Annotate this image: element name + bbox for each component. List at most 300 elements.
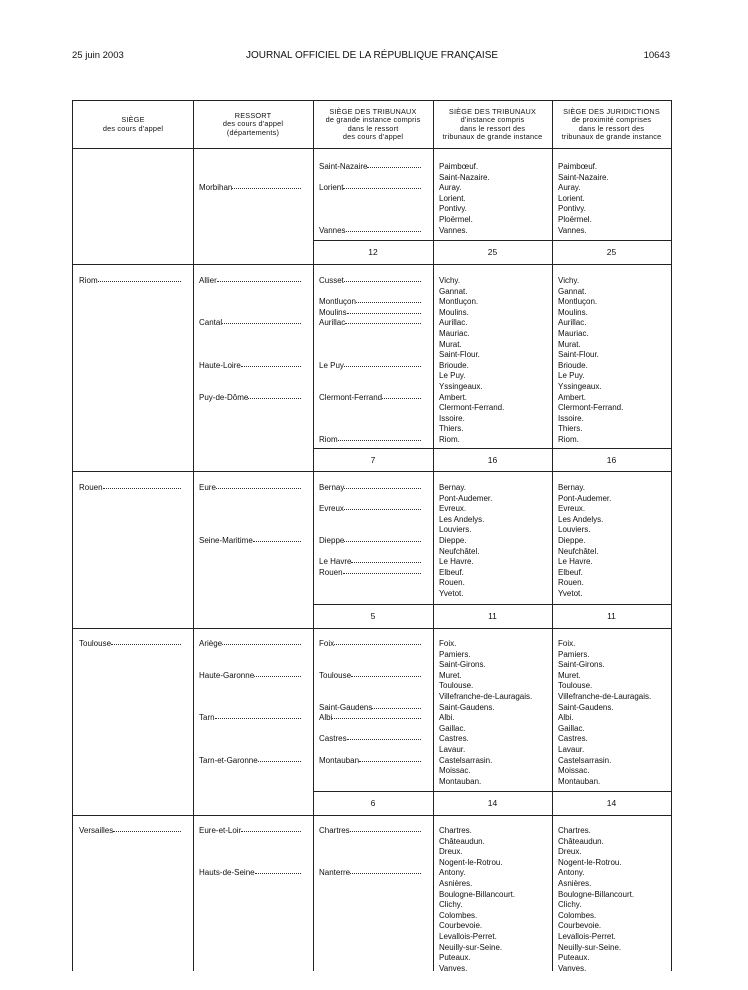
dot-leader <box>338 440 421 441</box>
total-count: 16 <box>487 455 498 465</box>
cour-appel-name <box>79 639 181 650</box>
list-item: Lavaur. <box>558 744 585 754</box>
tgi-name: Aurillac <box>319 318 346 328</box>
column-header-line: de grande instance compris <box>325 115 421 125</box>
list-item: Puteaux. <box>558 953 590 963</box>
tgi-entry <box>319 671 421 682</box>
list-item: Montluçon. <box>558 297 598 307</box>
tgi-entry <box>319 162 421 173</box>
list-item: Lorient. <box>558 193 585 203</box>
list-item: Yvetot. <box>439 588 464 598</box>
tgi-entry <box>319 713 421 724</box>
list-item: Saint-Flour. <box>558 350 599 360</box>
courts-table <box>72 100 672 971</box>
block-rule <box>73 628 671 629</box>
total-count: 16 <box>606 455 617 465</box>
list-item: Dreux. <box>439 847 463 857</box>
tgi-entry <box>319 734 421 745</box>
tgi-entry <box>319 536 421 547</box>
departement-name: Hauts-de-Seine <box>199 868 255 878</box>
cour-appel-name <box>79 826 181 837</box>
list-item: Chartres. <box>439 826 472 835</box>
tgi-name: Albi <box>319 713 333 723</box>
list-item: Saint-Gaudens. <box>439 702 495 712</box>
list-item: Muret. <box>439 670 462 680</box>
juridiction-proximite-list <box>558 276 623 446</box>
list-item: Levallois-Perret. <box>558 931 616 941</box>
juridiction-proximite-list <box>558 162 609 236</box>
total-count: 7 <box>370 455 376 465</box>
tgi-entry <box>319 568 421 579</box>
totals-rule <box>313 448 671 449</box>
column-divider <box>193 101 194 971</box>
dot-leader <box>253 541 301 542</box>
cour-appel-name <box>79 483 181 494</box>
list-item: Le Puy. <box>439 371 466 381</box>
list-item: Brioude. <box>439 360 469 370</box>
column-header-line: SIÈGE DES JURIDICTIONS <box>563 106 660 116</box>
list-item: Clichy. <box>558 900 582 910</box>
list-item: Moulins. <box>558 307 588 317</box>
dot-leader <box>222 323 301 324</box>
tgi-name: Saint-Nazaire <box>319 162 368 171</box>
page-header <box>72 50 672 64</box>
list-item: Thiers. <box>439 424 464 434</box>
list-item: Pamiers. <box>558 649 590 659</box>
list-item: Saint-Girons. <box>558 660 605 670</box>
list-item: Clermont-Ferrand. <box>439 403 505 413</box>
departement-entry <box>199 393 301 404</box>
tgi-entry <box>319 557 421 568</box>
cour-label: Toulouse <box>79 639 112 648</box>
dot-leader <box>347 739 421 740</box>
list-item: Paimbœuf. <box>439 162 479 171</box>
tgi-name: Bernay <box>319 483 345 492</box>
dot-leader <box>332 718 421 719</box>
list-item: Saint-Flour. <box>439 350 480 360</box>
list-item: Châteaudun. <box>558 836 604 846</box>
departement-name: Cantal <box>199 318 223 328</box>
dot-leader <box>351 676 421 677</box>
tgi-name: Cusset <box>319 276 344 285</box>
column-header-line: SIÈGE DES TRIBUNAUX <box>448 106 537 116</box>
list-item: Murat. <box>558 339 581 349</box>
list-item: Aurillac. <box>439 318 468 328</box>
departement-name: Morbihan <box>199 183 233 193</box>
dot-leader <box>98 281 181 282</box>
departement-name: Ariège <box>199 639 223 648</box>
list-item: Louviers. <box>558 525 591 535</box>
column-header <box>313 101 433 148</box>
list-item: Brioude. <box>558 360 588 370</box>
dot-leader <box>347 313 421 314</box>
cour-label: Versailles <box>79 826 114 835</box>
total-count: 12 <box>368 247 378 257</box>
list-item: Saint-Girons. <box>439 660 486 670</box>
departement-entry <box>199 868 301 879</box>
list-item: Les Andelys. <box>439 514 485 524</box>
column-header-line: de proximité comprises <box>571 115 652 125</box>
list-item: Aurillac. <box>558 318 587 328</box>
departement-entry <box>199 318 301 329</box>
list-item: Dieppe. <box>558 535 586 545</box>
total-count: 14 <box>487 798 498 808</box>
dot-leader <box>232 188 301 189</box>
dot-leader <box>222 644 301 645</box>
list-item: Castres. <box>439 734 469 744</box>
list-item: Chartres. <box>558 826 591 835</box>
cour-label: Rouen <box>79 483 103 492</box>
list-item: Mauriac. <box>558 328 589 338</box>
list-item: Dieppe. <box>439 535 467 545</box>
cour-appel-name <box>79 276 181 287</box>
list-item: Lavaur. <box>439 744 466 754</box>
dot-leader <box>345 323 421 324</box>
tgi-name: Clermont-Ferrand <box>319 392 383 402</box>
list-item: Paimbœuf. <box>558 162 598 171</box>
dot-leader <box>241 366 301 367</box>
list-item: Neufchâtel. <box>439 546 480 556</box>
column-header <box>433 101 552 148</box>
dot-leader <box>344 541 421 542</box>
tgi-name: Lorient <box>319 183 344 193</box>
header-date: 25 juin 2003 <box>72 50 124 61</box>
list-item: Neuilly-sur-Seine. <box>558 942 622 952</box>
list-item: Louviers. <box>439 525 472 535</box>
dot-leader <box>346 231 421 232</box>
list-item: Saint-Gaudens. <box>558 702 614 712</box>
list-item: Lorient. <box>439 193 466 203</box>
tgi-name: Nanterre <box>319 868 351 878</box>
tgi-entry <box>319 868 421 879</box>
list-item: Ambert. <box>558 392 587 402</box>
list-item: Gaillac. <box>558 723 585 733</box>
column-header-line: des cours d'appel <box>102 123 164 133</box>
dot-leader <box>343 573 421 574</box>
list-item: Elbeuf. <box>558 567 583 577</box>
list-item: Nogent-le-Rotrou. <box>439 857 503 867</box>
list-item: Puteaux. <box>439 953 471 963</box>
list-item: Thiers. <box>558 424 583 434</box>
header-title: JOURNAL OFFICIEL DE LA RÉPUBLIQUE FRANÇAISE <box>245 50 499 61</box>
list-item: Pont-Audemer. <box>439 493 493 503</box>
cour-label: Riom <box>79 276 98 285</box>
column-header <box>73 101 193 148</box>
dot-leader <box>334 644 421 645</box>
list-item: Courbevoie. <box>558 921 602 931</box>
departement-name: Haute-Garonne <box>199 670 255 680</box>
list-item: Le Havre. <box>439 557 474 567</box>
dot-leader <box>217 281 301 282</box>
departement-name: Puy-de-Dôme <box>199 392 249 402</box>
list-item: Vanves. <box>558 963 587 973</box>
list-item: Castelsarrasin. <box>558 755 612 765</box>
list-item: Vannes. <box>558 225 587 235</box>
list-item: Castres. <box>558 734 588 744</box>
list-item: Gaillac. <box>439 723 466 733</box>
list-item: Colombes. <box>558 910 597 920</box>
tgi-entry <box>319 318 421 329</box>
dot-leader <box>359 761 421 762</box>
departement-name: Seine-Maritime <box>199 536 253 545</box>
list-item: Montluçon. <box>439 297 479 307</box>
column-header-line: des cours d'appel <box>342 131 404 141</box>
list-item: Villefranche-de-Lauragais. <box>558 691 652 701</box>
block-rule <box>73 471 671 472</box>
column-header-line: des cours d'appel <box>222 119 284 129</box>
list-item: Albi. <box>558 713 574 723</box>
list-item: Auray. <box>439 183 462 193</box>
list-item: Boulogne-Billancourt. <box>439 889 516 899</box>
tgi-name: Castres <box>319 734 347 744</box>
tribunal-instance-list <box>439 639 532 787</box>
list-item: Evreux. <box>558 504 586 514</box>
list-item: Boulogne-Billancourt. <box>558 889 635 899</box>
dot-leader <box>258 761 301 762</box>
column-header-line: (départements) <box>226 127 280 137</box>
tgi-entry <box>319 639 421 650</box>
header-rule <box>73 148 671 149</box>
tgi-name: Montluçon <box>319 297 356 307</box>
departement-entry <box>199 276 301 287</box>
list-item: Ambert. <box>439 392 468 402</box>
list-item: Ploërmel. <box>558 214 592 224</box>
departement-entry <box>199 826 301 837</box>
departement-name: Haute-Loire <box>199 360 241 370</box>
tribunal-instance-list <box>439 276 504 446</box>
column-header-line: dans le ressort des <box>578 123 645 133</box>
list-item: Issoire. <box>558 413 584 423</box>
list-item: Toulouse. <box>558 681 593 691</box>
column-header-line: RESSORT <box>234 110 272 120</box>
list-item: Pontivy. <box>439 204 467 214</box>
list-item: Nogent-le-Rotrou. <box>558 857 622 867</box>
block-rule <box>73 815 671 816</box>
dot-leader <box>350 873 421 874</box>
departement-entry <box>199 756 301 767</box>
tgi-name: Rouen <box>319 567 343 577</box>
list-item: Toulouse. <box>439 681 474 691</box>
list-item: Clichy. <box>439 900 463 910</box>
tgi-name: Saint-Gaudens <box>319 702 373 712</box>
column-header <box>552 101 671 148</box>
list-item: Pontivy. <box>558 204 586 214</box>
block-rule <box>73 264 671 265</box>
tgi-entry <box>319 703 421 714</box>
tribunal-instance-list <box>439 483 492 600</box>
dot-leader <box>382 398 421 399</box>
juridiction-proximite-list <box>558 483 611 600</box>
list-item: Yssingeaux. <box>439 381 483 391</box>
tgi-entry <box>319 756 421 767</box>
list-item: Elbeuf. <box>439 567 464 577</box>
tgi-entry <box>319 435 421 446</box>
list-item: Asnières. <box>558 878 592 888</box>
tgi-name: Dieppe <box>319 536 345 545</box>
tribunal-instance-list <box>439 826 515 974</box>
total-count: 14 <box>606 798 617 808</box>
total-count: 25 <box>487 247 498 257</box>
tgi-name: Foix <box>319 639 335 648</box>
dot-leader <box>344 281 421 282</box>
tgi-name: Chartres <box>319 826 350 835</box>
list-item: Neuilly-sur-Seine. <box>439 942 503 952</box>
list-item: Levallois-Perret. <box>439 931 497 941</box>
list-item: Yssingeaux. <box>558 381 602 391</box>
juridiction-proximite-list <box>558 826 634 974</box>
tgi-entry <box>319 483 421 494</box>
list-item: Bernay. <box>558 483 585 492</box>
totals-rule <box>313 604 671 605</box>
list-item: Les Andelys. <box>558 514 604 524</box>
list-item: Montauban. <box>558 776 601 786</box>
departement-name: Tarn <box>199 713 215 723</box>
list-item: Auray. <box>558 183 581 193</box>
departement-entry <box>199 536 301 547</box>
list-item: Foix. <box>558 639 576 648</box>
tgi-entry <box>319 826 421 837</box>
list-item: Muret. <box>558 670 581 680</box>
total-count: 11 <box>607 611 616 621</box>
column-header-line: d'instance compris <box>460 115 525 125</box>
list-item: Vichy. <box>558 276 580 285</box>
dot-leader <box>351 562 421 563</box>
list-item: Saint-Nazaire. <box>558 172 609 182</box>
list-item: Châteaudun. <box>439 836 485 846</box>
juridiction-proximite-list <box>558 639 651 787</box>
list-item: Issoire. <box>439 413 465 423</box>
list-item: Asnières. <box>439 878 473 888</box>
tgi-name: Le Havre <box>319 557 352 567</box>
tgi-entry <box>319 276 421 287</box>
list-item: Vannes. <box>439 225 468 235</box>
tgi-name: Evreux <box>319 504 344 514</box>
list-item: Gannat. <box>558 286 587 296</box>
dot-leader <box>344 488 421 489</box>
dot-leader <box>255 873 301 874</box>
departement-name: Tarn-et-Garonne <box>199 755 258 765</box>
tgi-entry <box>319 226 421 237</box>
dot-leader <box>111 644 181 645</box>
list-item: Dreux. <box>558 847 582 857</box>
departement-entry <box>199 713 301 724</box>
tgi-entry <box>319 297 421 308</box>
dot-leader <box>216 488 301 489</box>
totals-rule <box>313 791 671 792</box>
dot-leader <box>344 509 421 510</box>
tgi-name: Montauban <box>319 755 360 765</box>
column-divider <box>313 101 314 971</box>
tgi-entry <box>319 308 421 319</box>
column-header-line: SIÈGE DES TRIBUNAUX <box>329 106 417 116</box>
dot-leader <box>343 188 421 189</box>
list-item: Bernay. <box>439 483 466 492</box>
dot-leader <box>241 831 301 832</box>
dot-leader <box>248 398 301 399</box>
list-item: Rouen. <box>558 578 584 588</box>
total-count: 6 <box>370 798 376 808</box>
column-divider <box>552 101 553 971</box>
dot-leader <box>367 167 421 168</box>
column-header-line: SIÈGE <box>121 115 145 125</box>
dot-leader <box>350 831 421 832</box>
dot-leader <box>356 302 421 303</box>
tgi-name: Le Puy <box>319 360 344 370</box>
list-item: Moissac. <box>558 766 590 776</box>
list-item: Yvetot. <box>558 588 583 598</box>
list-item: Murat. <box>439 339 462 349</box>
departement-entry <box>199 183 301 194</box>
list-item: Vanves. <box>439 963 468 973</box>
list-item: Riom. <box>558 434 579 444</box>
list-item: Moissac. <box>439 766 471 776</box>
list-item: Colombes. <box>439 910 478 920</box>
departement-entry <box>199 483 301 494</box>
list-item: Foix. <box>439 639 457 648</box>
total-count: 11 <box>488 611 497 621</box>
tgi-name: Moulins <box>319 307 347 317</box>
dot-leader <box>215 718 301 719</box>
column-header-line: tribunaux de grande instance <box>561 131 662 141</box>
list-item: Saint-Nazaire. <box>439 172 490 182</box>
total-count: 5 <box>370 611 376 621</box>
column-divider <box>433 101 434 971</box>
list-item: Vichy. <box>439 276 461 285</box>
list-item: Evreux. <box>439 504 467 514</box>
list-item: Riom. <box>439 434 460 444</box>
tgi-entry <box>319 504 421 515</box>
tgi-name: Riom <box>319 435 338 444</box>
list-item: Albi. <box>439 713 455 723</box>
dot-leader <box>254 676 301 677</box>
dot-leader <box>103 488 181 489</box>
dot-leader <box>344 366 421 367</box>
list-item: Antony. <box>558 868 585 878</box>
tgi-name: Vannes <box>319 225 346 235</box>
list-item: Villefranche-de-Lauragais. <box>439 691 533 701</box>
tgi-name: Toulouse <box>319 670 352 680</box>
totals-rule <box>313 240 671 241</box>
column-header-line: tribunaux de grande instance <box>442 131 543 141</box>
list-item: Mauriac. <box>439 328 470 338</box>
departement-name: Allier <box>199 276 217 285</box>
list-item: Le Puy. <box>558 371 585 381</box>
column-header-line: dans le ressort <box>347 123 399 133</box>
tgi-entry <box>319 393 421 404</box>
list-item: Le Havre. <box>558 557 593 567</box>
total-count: 25 <box>606 247 617 257</box>
list-item: Pamiers. <box>439 649 471 659</box>
list-item: Rouen. <box>439 578 465 588</box>
list-item: Courbevoie. <box>439 921 483 931</box>
list-item: Moulins. <box>439 307 469 317</box>
list-item: Neufchâtel. <box>558 546 599 556</box>
column-header-line: dans le ressort des <box>459 123 526 133</box>
list-item: Castelsarrasin. <box>439 755 493 765</box>
list-item: Pont-Audemer. <box>558 493 612 503</box>
departement-entry <box>199 361 301 372</box>
tgi-entry <box>319 183 421 194</box>
dot-leader <box>113 831 181 832</box>
tgi-entry <box>319 361 421 372</box>
list-item: Antony. <box>439 868 466 878</box>
departement-entry <box>199 671 301 682</box>
list-item: Gannat. <box>439 286 468 296</box>
list-item: Clermont-Ferrand. <box>558 403 624 413</box>
tribunal-instance-list <box>439 162 490 236</box>
departement-name: Eure <box>199 483 216 492</box>
departement-entry <box>199 639 301 650</box>
